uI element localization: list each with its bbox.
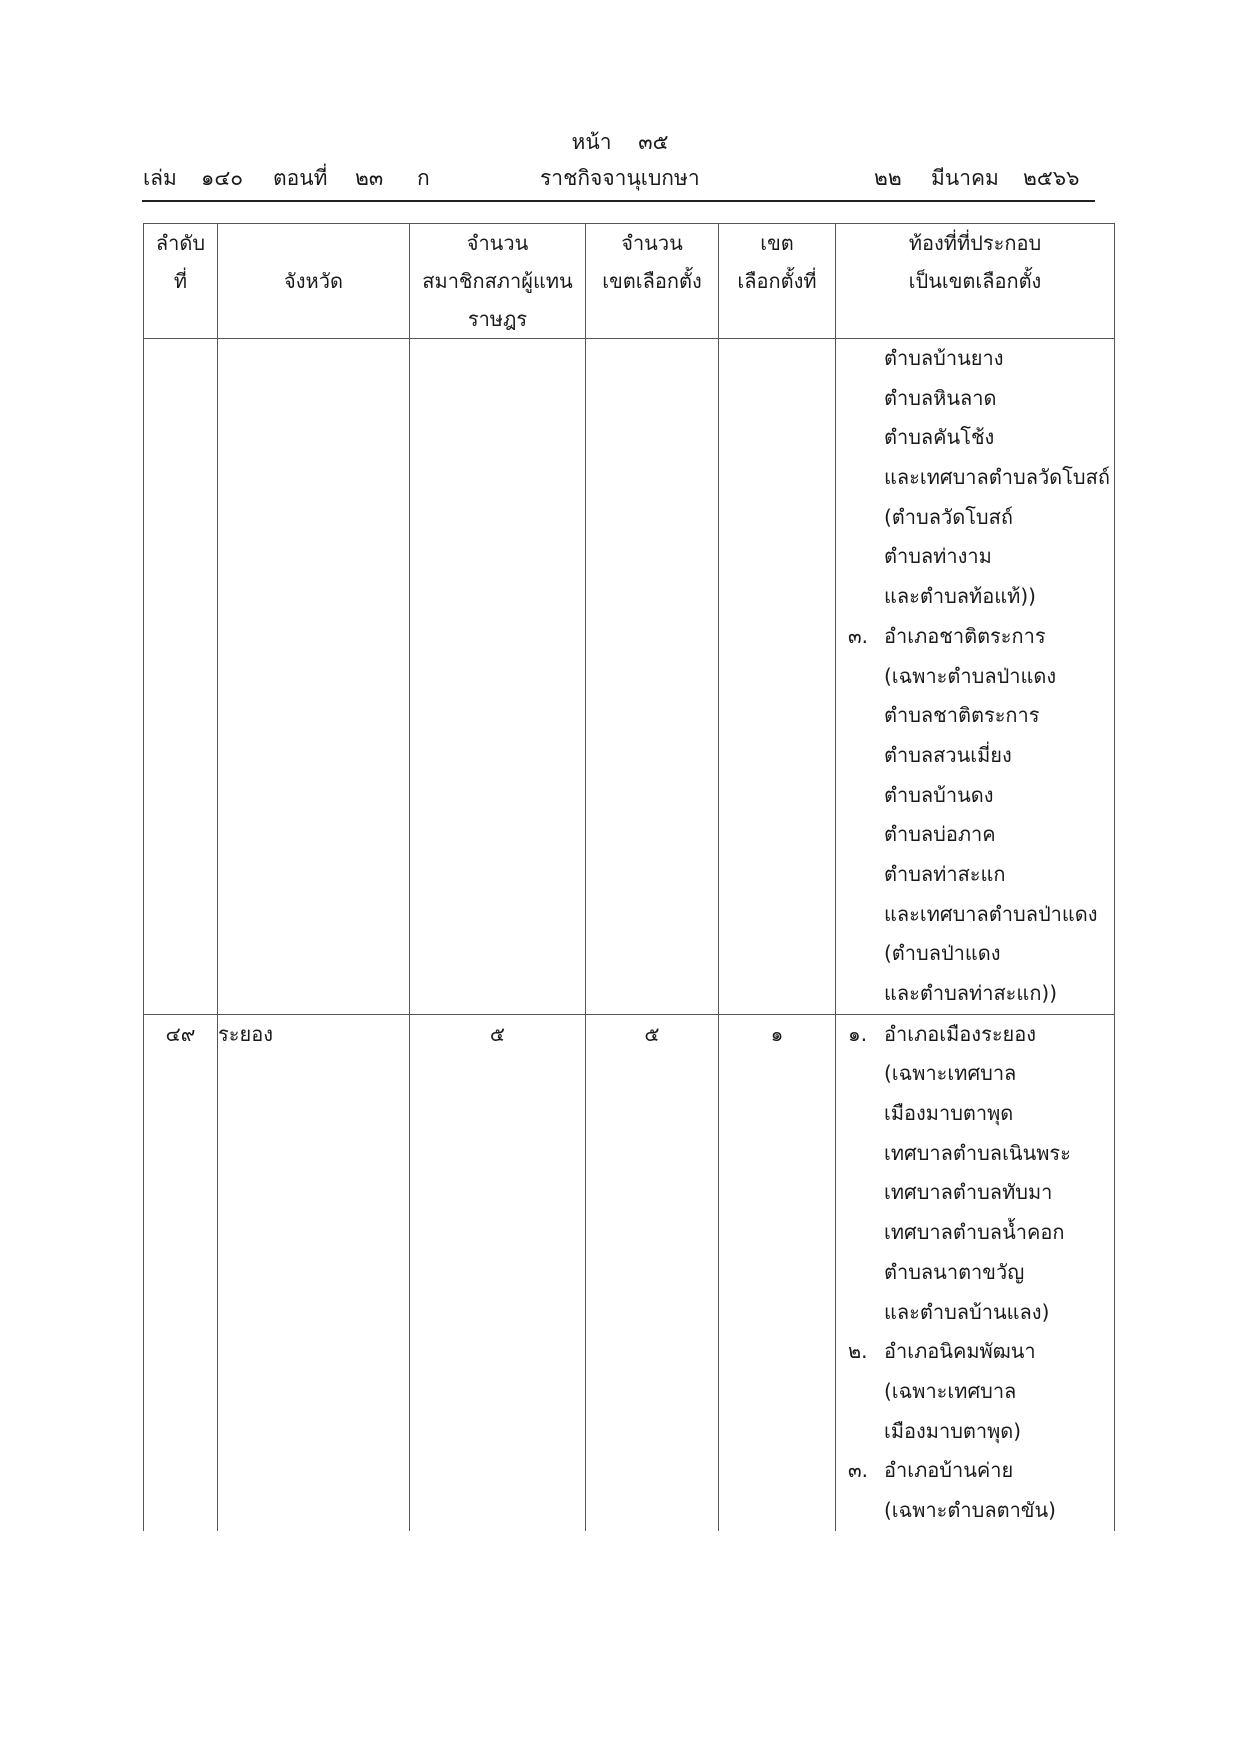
area-text: เทศบาลตำบลเนินพระ [884,1140,1071,1165]
area-text: ตำบลท่าสะแก [884,861,1006,886]
area-text: ตำบลสวนเมี่ยง [884,742,1012,767]
districts-cell: ๕ [586,1014,719,1530]
volume-number: ๑๔๐ [201,166,244,190]
gazette-header [143,163,1093,195]
gazette-title: ราชกิจจานุเบกษา [540,166,700,190]
area-text: (ตำบลวัดโบสถ์ [884,504,1013,529]
area-text: ตำบลหินลาด [884,385,997,410]
area-text: (เฉพาะเทศบาล [884,1378,1017,1403]
area-text: ตำบลนาตาขวัญ [884,1259,1025,1284]
table-row-continuation [144,339,1115,1015]
area-text: เทศบาลตำบลน้ำคอก [884,1220,1065,1245]
area-text: เมืองมาบตาพุด) [884,1418,1022,1443]
section-number: ๒๓ [355,166,384,190]
area-line [836,498,1114,538]
area-line [836,537,1114,577]
area-cell [836,1014,1115,1530]
area-line [836,1491,1114,1531]
area-text: (เฉพาะเทศบาล [884,1061,1017,1086]
area-line [836,1054,1114,1094]
members-cell: ๕ [410,1014,586,1530]
col-header-province: จังหวัด [218,224,410,339]
area-text: ตำบลชาติตระการ [884,703,1040,728]
area-text: และเทศบาลตำบลวัดโบสถ์ [884,465,1110,490]
col-header-members: จำนวน สมาชิกสภาผู้แทน ราษฎร [410,224,586,339]
order-cell: ๔๙ [144,1014,218,1530]
district-no-cell [719,339,836,1015]
area-line [836,855,1114,895]
area-line [836,1412,1114,1452]
header-divider [142,200,1095,202]
area-line [836,974,1114,1014]
order-cell [144,339,218,1015]
table-header-row [144,224,1115,339]
area-text: และตำบลท่าสะแก)) [884,981,1058,1005]
area-text: (เฉพาะตำบลตาขัน) [884,1497,1056,1522]
members-cell [410,339,586,1015]
area-line [836,1293,1114,1333]
province-cell [218,339,410,1015]
date-day: ๒๒ [874,166,902,190]
area-line [836,1253,1114,1293]
districts-cell [586,339,719,1015]
area-line [836,696,1114,736]
area-line [836,1451,1114,1491]
area-text: อำเภอบ้านค่าย [884,1458,1014,1483]
page-number: ๓๕ [638,130,669,154]
area-text: เทศบาลตำบลทับมา [884,1180,1053,1205]
col-header-order: ลำดับ ที่ [144,224,218,339]
area-text: อำเภอเมืองระยอง [884,1021,1037,1046]
area-line [836,736,1114,776]
area-text: อำเภอชาติตระการ [884,623,1046,648]
area-text: และตำบลบ้านแลง) [884,1299,1050,1324]
page-number-line [0,127,1240,157]
constituency-table [143,223,1115,1531]
col-header-district-no: เขต เลือกตั้งที่ [719,224,836,339]
list-number: ๓. [848,1458,869,1483]
area-text: ตำบลบ้านยาง [884,346,1004,370]
area-text: ตำบลบ้านดง [884,782,994,807]
area-line [836,1015,1114,1055]
area-line [836,895,1114,935]
district-no-cell: ๑ [719,1014,836,1530]
volume-label: เล่ม [143,166,177,190]
area-line [836,1213,1114,1253]
date-year: ๒๕๖๖ [1023,166,1080,190]
area-line [836,1134,1114,1174]
area-line [836,776,1114,816]
area-text: อำเภอนิคมพัฒนา [884,1339,1036,1364]
area-text: (ตำบลป่าแดง [884,941,1001,966]
area-line [836,815,1114,855]
area-text: ตำบลคันโช้ง [884,425,995,450]
date-month: มีนาคม [931,166,999,190]
area-text: และเทศบาลตำบลป่าแดง [884,901,1098,926]
area-text: และตำบลท้อแท้)) [884,584,1036,609]
area-line [836,418,1114,458]
area-line [836,657,1114,697]
area-text: ตำบลท่างาม [884,544,992,569]
area-cell [836,339,1115,1015]
area-line [836,577,1114,617]
area-line [836,1173,1114,1213]
page-label: หน้า [571,130,612,154]
section-label: ตอนที่ [273,166,328,190]
table-row [144,1014,1115,1530]
section-letter: ก [417,166,430,190]
area-line [836,1372,1114,1412]
list-number: ๑. [848,1021,868,1046]
list-number: ๓. [848,623,869,648]
area-line [836,1094,1114,1134]
area-line [836,458,1114,498]
area-line [836,934,1114,974]
province-cell: ระยอง [218,1014,410,1530]
area-text: ตำบลบ่อภาค [884,822,996,847]
area-text: เมืองมาบตาพุด [884,1101,1014,1126]
area-line [836,1332,1114,1372]
area-line [836,339,1114,379]
area-line [836,379,1114,419]
area-line [836,617,1114,657]
col-header-area: ท้องที่ที่ประกอบ เป็นเขตเลือกตั้ง [836,224,1115,339]
col-header-districts: จำนวน เขตเลือกตั้ง [586,224,719,339]
list-number: ๒. [848,1339,868,1364]
area-text: (เฉพาะตำบลป่าแดง [884,663,1057,688]
